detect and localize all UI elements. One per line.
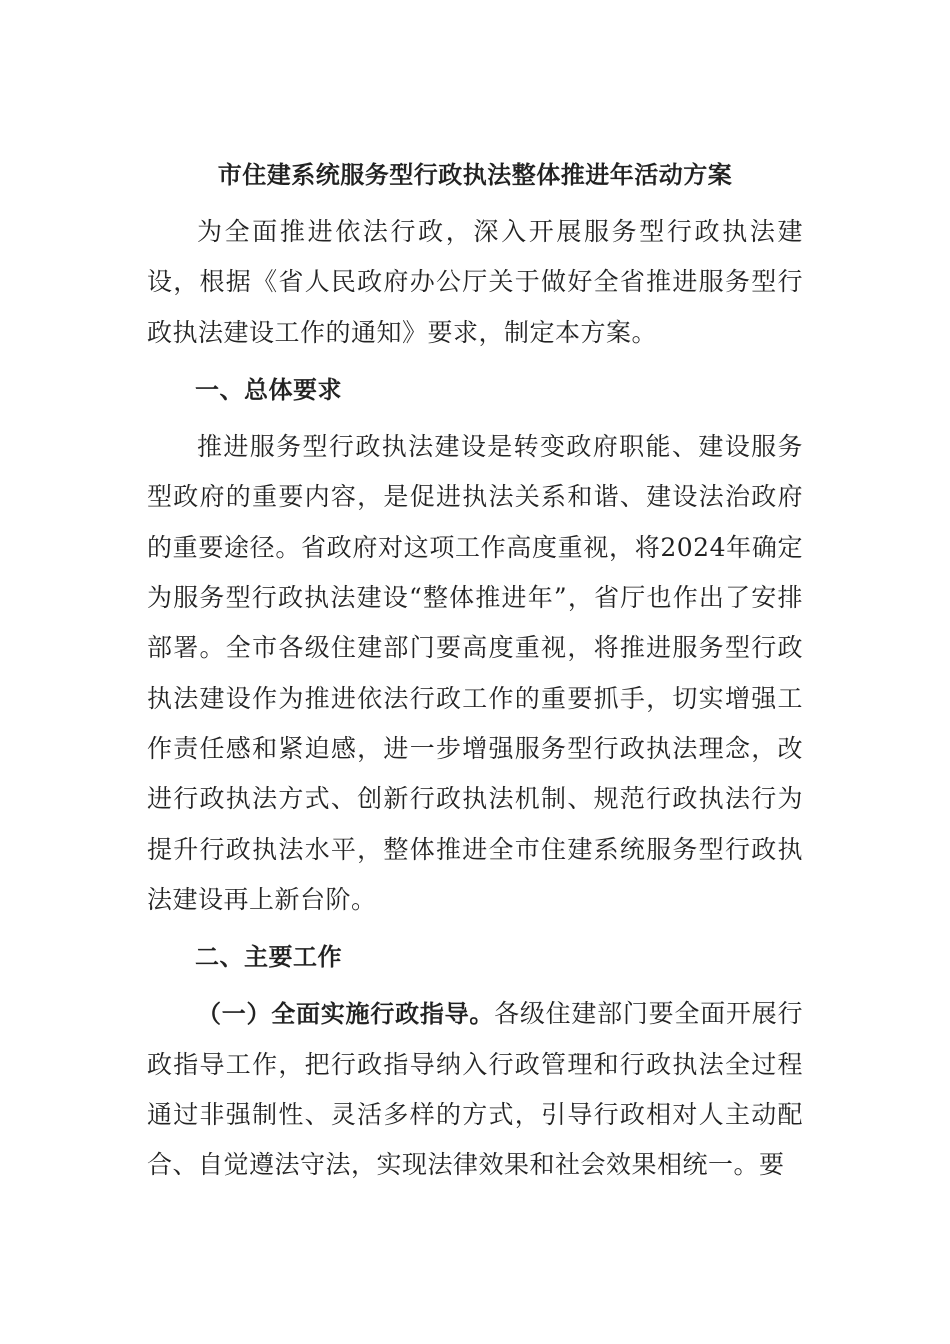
- item-paragraph-administrative-guidance: [147, 989, 803, 1190]
- item-body-administrative-guidance: 各级住建部门要全面开展行政指导工作，把行政指导纳入行政管理和行政执法全过程通过非强制性、灵活多样的方式，引导行政相对人主动配合、自觉遵法守法，实现法律效果和社会效果相统一。要: [147, 999, 803, 1180]
- section-heading-general-requirements: 一、总体要求: [195, 375, 342, 404]
- document-title: 市住建系统服务型行政执法整体推进年活动方案: [217, 161, 733, 189]
- document-body: [147, 150, 803, 1198]
- section-heading-main-work: 二、主要工作: [195, 943, 342, 972]
- intro-paragraph: 为全面推进依法行政，深入开展服务型行政执法建设，根据《省人民政府办公厅关于做好全省推进服务型行政执法建设工作的通知》要求，制定本方案。: [147, 217, 803, 347]
- item-lead-administrative-guidance: （一）全面实施行政指导。: [197, 1000, 495, 1029]
- section-paragraph-general-requirements: 推进服务型行政执法建设是转变政府职能、建设服务型政府的重要内容，是促进执法关系和谐、建设法治政府的重要途径。省政府对这项工作高度重视，将2024年确定为服务型行政执法建设“整体推进年”，省厅也作出了安排部署。全市各级住建部门要高度重视，将推进服务型行政执法建设作为推进依法行政工作的重要抓手，切实增强工作责任感和紧迫感，进一步增强服务型行政执法理念，改进行政执法方式、创新行政执法机制、规范行政执法行为提升行政执法水平，整体推进全市住建系统服务型行政执法建设再上新台阶。: [147, 432, 803, 914]
